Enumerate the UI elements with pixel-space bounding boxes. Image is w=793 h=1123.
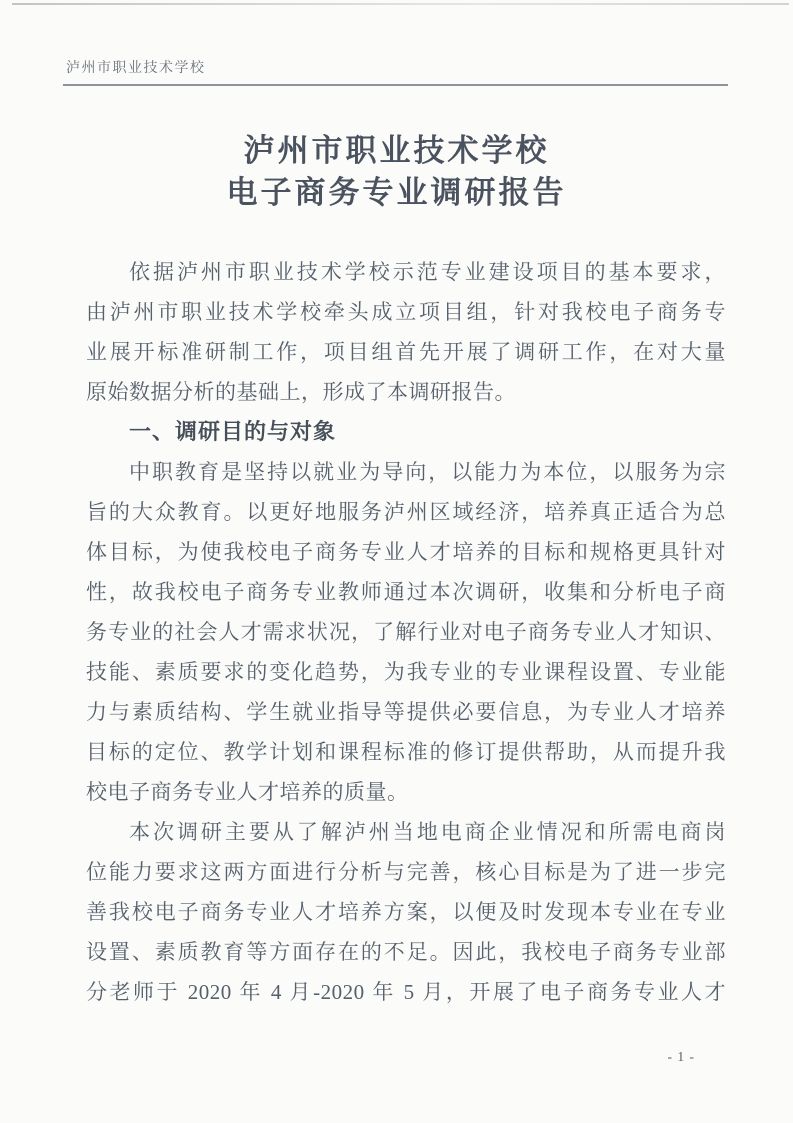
page-number: - 1 - — [667, 1049, 695, 1064]
text-line: 力与素质结构、学生就业指导等提供必要信息，为专业人才培养 — [86, 700, 726, 724]
text-line: 校电子商务专业人才培养的质量。 — [86, 780, 409, 804]
scan-edge-artifact — [12, 3, 789, 5]
text-line: 目标的定位、教学计划和课程标准的修订提供帮助，从而提升我 — [86, 740, 726, 764]
text-line: 由泸州市职业技术学校牵头成立项目组，针对我校电子商务专 — [86, 300, 726, 324]
text-line: 技能、素质要求的变化趋势，为我专业的专业课程设置、专业能 — [86, 660, 726, 684]
text-line: 善我校电子商务专业人才培养方案，以便及时发现本专业在专业 — [86, 900, 726, 924]
text-line: 分老师于 2020 年 4 月-2020 年 5 月，开展了电子商务专业人才 — [86, 980, 726, 1004]
text-line: 务专业的社会人才需求状况，了解行业对电子商务专业人才知识、 — [86, 620, 726, 644]
text-line: 位能力要求这两方面进行分析与完善，核心目标是为了进一步完 — [86, 860, 726, 884]
text-line: 业展开标准研制工作，项目组首先开展了调研工作，在对大量 — [86, 340, 726, 364]
text-line: 原始数据分析的基础上，形成了本调研报告。 — [86, 380, 516, 404]
document-body — [86, 252, 726, 1012]
text-line: 性，故我校电子商务专业教师通过本次调研，收集和分析电子商 — [86, 580, 726, 604]
text-line: 旨的大众教育。以更好地服务泸州区域经济，培养真正适合为总 — [86, 500, 726, 524]
text-line: 设置、素质教育等方面存在的不足。因此，我校电子商务专业部 — [86, 940, 726, 964]
text-line: 中职教育是坚持以就业为导向，以能力为本位，以服务为宗 — [129, 460, 726, 484]
header-rule — [63, 84, 728, 86]
running-header-school-name: 泸州市职业技术学校 — [66, 61, 206, 76]
document-title — [0, 130, 793, 214]
document-title-line-2: 电子商务专业调研报告 — [226, 175, 567, 210]
text-line: 体目标，为使我校电子商务专业人才培养的目标和规格更具针对 — [86, 540, 726, 564]
document-title-line-1: 泸州市职业技术学校 — [243, 133, 550, 168]
text-line: 一、调研目的与对象 — [129, 419, 337, 444]
text-line: 依据泸州市职业技术学校示范专业建设项目的基本要求， — [129, 260, 726, 284]
text-line: 本次调研主要从了解泸州当地电商企业情况和所需电商岗 — [129, 820, 726, 844]
